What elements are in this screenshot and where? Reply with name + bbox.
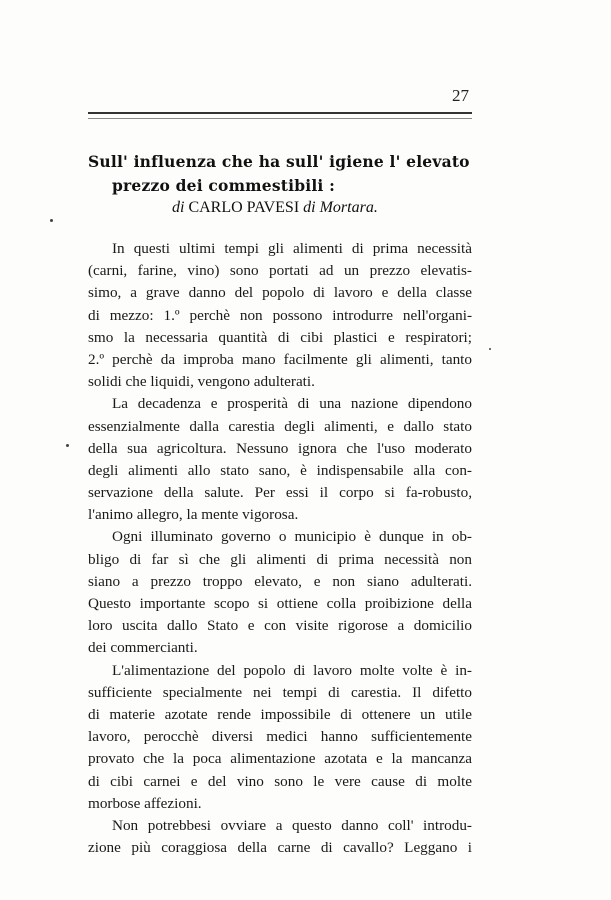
body-line: zione più coraggiosa della carne di cavallo? Leggano i	[88, 839, 472, 857]
print-speck	[66, 444, 69, 447]
body-line: loro uscita dallo Stato e con visite rigorose a domicilio	[88, 617, 472, 635]
body-line: bligo di far sì che gli alimenti di prima necessità non	[88, 550, 472, 568]
body-line: servazione della salute. Per essi il corpo si fa-robusto,	[88, 484, 472, 502]
page-number: 27	[452, 86, 469, 105]
author-line	[172, 199, 378, 217]
body-line: l'animo allegro, la mente vigorosa.	[88, 506, 299, 524]
body-line: L'alimentazione del popolo di lavoro molte volte è in-	[112, 661, 472, 679]
print-speck	[50, 219, 53, 222]
body-line: La decadenza e prosperità di una nazione dipendono	[112, 395, 472, 413]
article-body	[88, 238, 472, 859]
title-line-1: Sull' influenza che ha sull' igiene l' elevato	[88, 152, 470, 171]
header-rule-thin	[88, 118, 472, 119]
body-line: lavoro, perocchè diversi medici hanno sufficientemente	[88, 728, 472, 746]
body-line: dei commercianti.	[88, 639, 198, 657]
print-speck	[489, 348, 491, 350]
body-line: simo, a grave danno del popolo di lavoro e della classe	[88, 284, 472, 302]
body-line: smo la necessaria quantità di cibi plastici e respiratori;	[88, 328, 472, 346]
body-line: Non potrebbesi ovviare a questo danno coll' introdu-	[112, 816, 472, 834]
author-prefix: di	[172, 199, 185, 216]
body-line: Ogni illuminato governo o municipio è dunque in ob-	[112, 528, 472, 546]
body-line: provato che la poca alimentazione azotata e la mancanza	[88, 750, 472, 768]
body-line: Questo importante scopo si ottiene colla proibizione della	[88, 595, 472, 612]
body-line: (carni, farine, vino) sono portati ad un prezzo elevatis-	[88, 262, 472, 280]
header-rule	[88, 112, 472, 114]
body-line: morbose affezioni.	[88, 794, 202, 812]
body-line: sufficiente specialmente nei tempi di carestia. Il difetto	[88, 683, 472, 701]
body-line: di cibi carnei e del vino sono le vere cause di molte	[88, 772, 472, 790]
body-line: essenzialmente dalla carestia degli alimenti, e dallo stato	[88, 417, 472, 435]
body-line: degli alimenti allo stato sano, è indispensabile alla con-	[88, 461, 472, 479]
title-line-2: prezzo dei commestibili :	[112, 176, 336, 195]
author-suffix: di Mortara.	[303, 199, 378, 216]
body-line: In questi ultimi tempi gli alimenti di prima necessità	[112, 240, 472, 257]
body-line: di materie azotate rende impossibile di ottenere un utile	[88, 705, 472, 723]
body-line: solidi che liquidi, vengono adulterati.	[88, 373, 315, 391]
body-line: della sua agricoltura. Nessuno ignora che l'uso moderato	[88, 439, 472, 457]
article-title	[88, 150, 478, 198]
body-line: 2.º perchè da improba mano facilmente gli alimenti, tanto	[88, 350, 472, 368]
body-line: siano a prezzo troppo elevato, e non siano adulterati.	[88, 572, 472, 590]
author-name: CARLO PAVESI	[188, 199, 300, 216]
body-line: di mezzo: 1.º perchè non possono introdurre nell'organi-	[88, 306, 472, 324]
